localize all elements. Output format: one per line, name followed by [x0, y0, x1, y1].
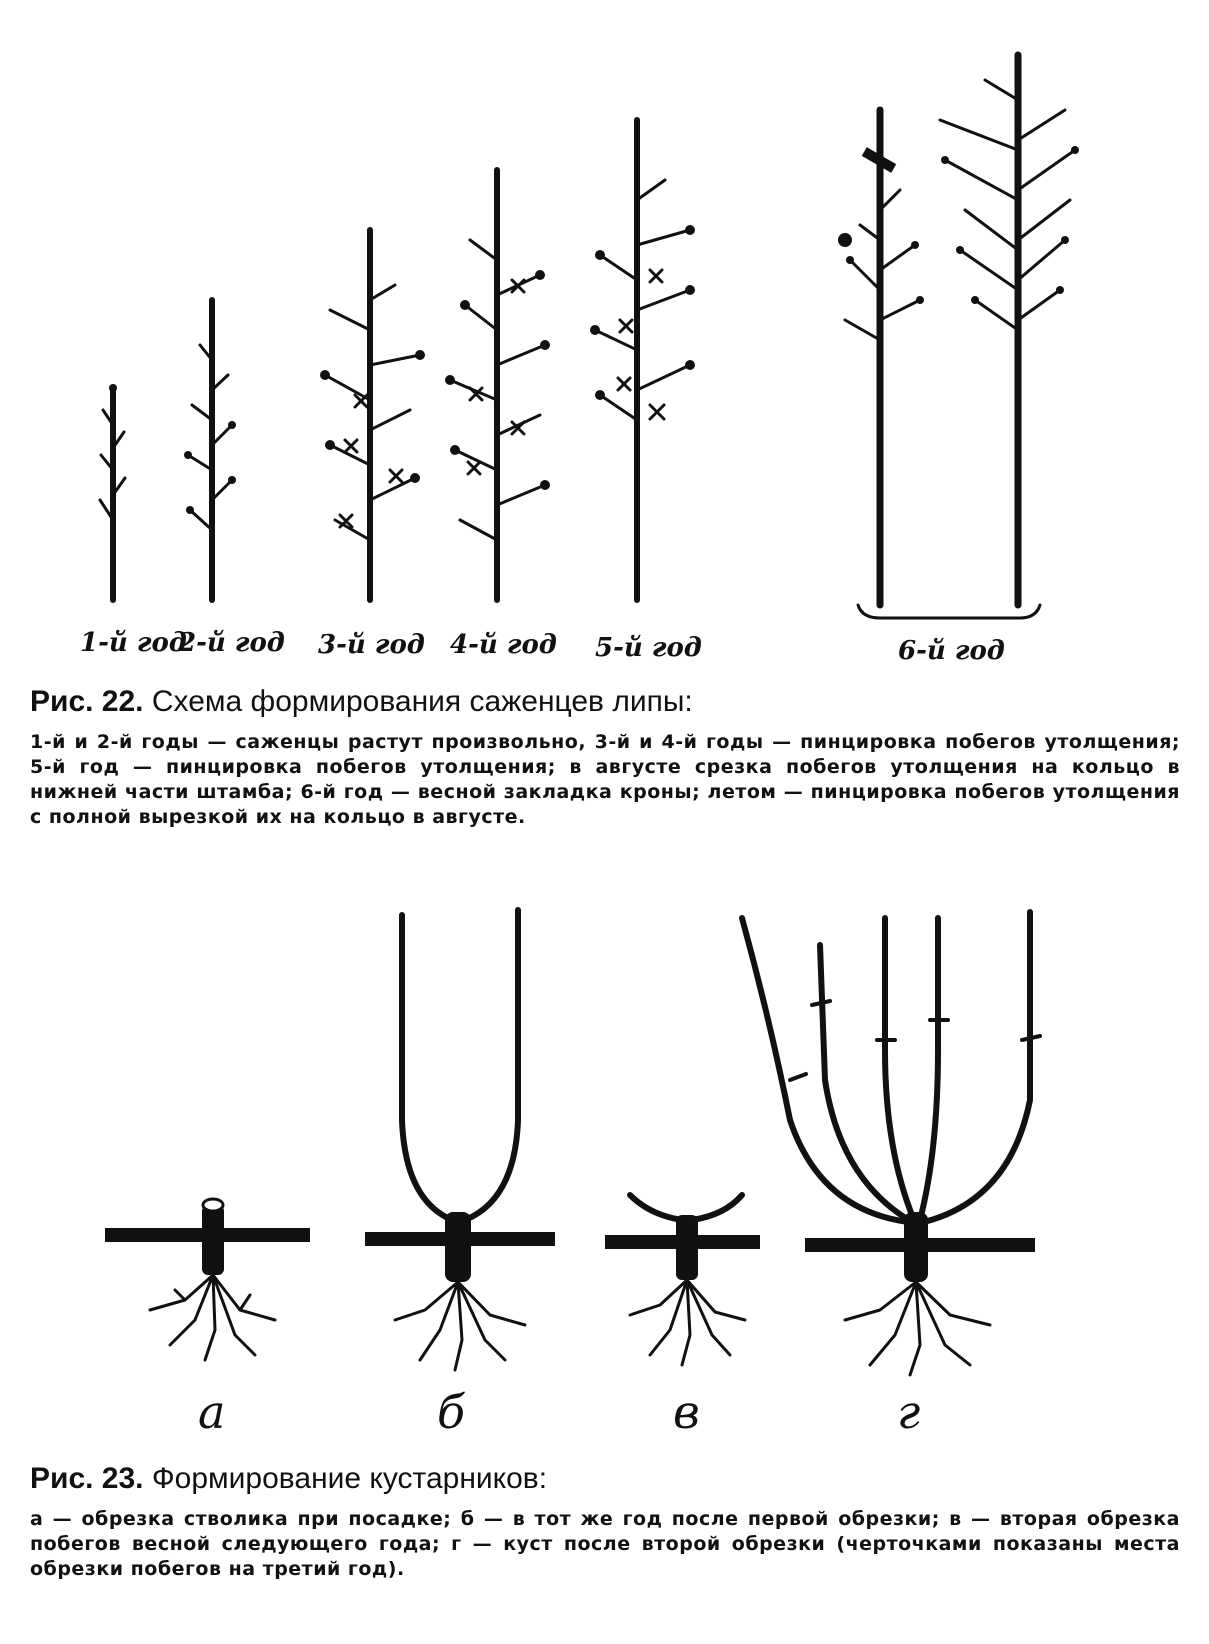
year-label-2: 2-й год [178, 628, 285, 658]
stage-label-g: г [897, 1385, 921, 1439]
year-label-6: 6-й год [898, 636, 1005, 666]
year-label-1: 1-й год [80, 628, 187, 658]
shrub-stage-g [742, 912, 1040, 1375]
year-label-3: 3-й год [318, 630, 425, 660]
shrub-stage-a [105, 1199, 310, 1360]
year-label-4: 4-й год [450, 630, 557, 660]
figure-23-label: Рис. 23. [30, 1462, 144, 1495]
shrub-stage-b [365, 910, 555, 1370]
figure-23-title [30, 1462, 547, 1496]
figure-23-title-text: Формирование кустарников: [151, 1462, 548, 1495]
figure-22-title-text: Схема формирования саженцев липы: [151, 685, 693, 718]
stage-label-a: а [198, 1385, 226, 1439]
stage-label-v: в [673, 1385, 700, 1439]
figure-22-label: Рис. 22. [30, 685, 144, 718]
figure-22-caption: 1-й и 2-й годы — саженцы растут произвольно, 3-й и 4-й годы — пинцировка побегов утолщения; 5-й год — пинцировка побегов утолщения; в августе срезка побегов утолщения на кольцо в нижней части штамба; 6-й год — весной закладка кроны; летом — пинцировка побегов утолщения с полной вырезкой их на кольцо в августе. [30, 731, 1180, 828]
year-label-5: 5-й год [595, 633, 702, 663]
shrub-stage-v [605, 1195, 760, 1365]
figure-23-caption: а — обрезка стволика при посадке; б — в тот же год после первой обрезки; в — вторая обрезка побегов весной следующего года; г — куст после второй обрезки (черточками показаны места обрезки побегов на третий год). [30, 1508, 1180, 1580]
stage-label-b: б [437, 1385, 466, 1439]
